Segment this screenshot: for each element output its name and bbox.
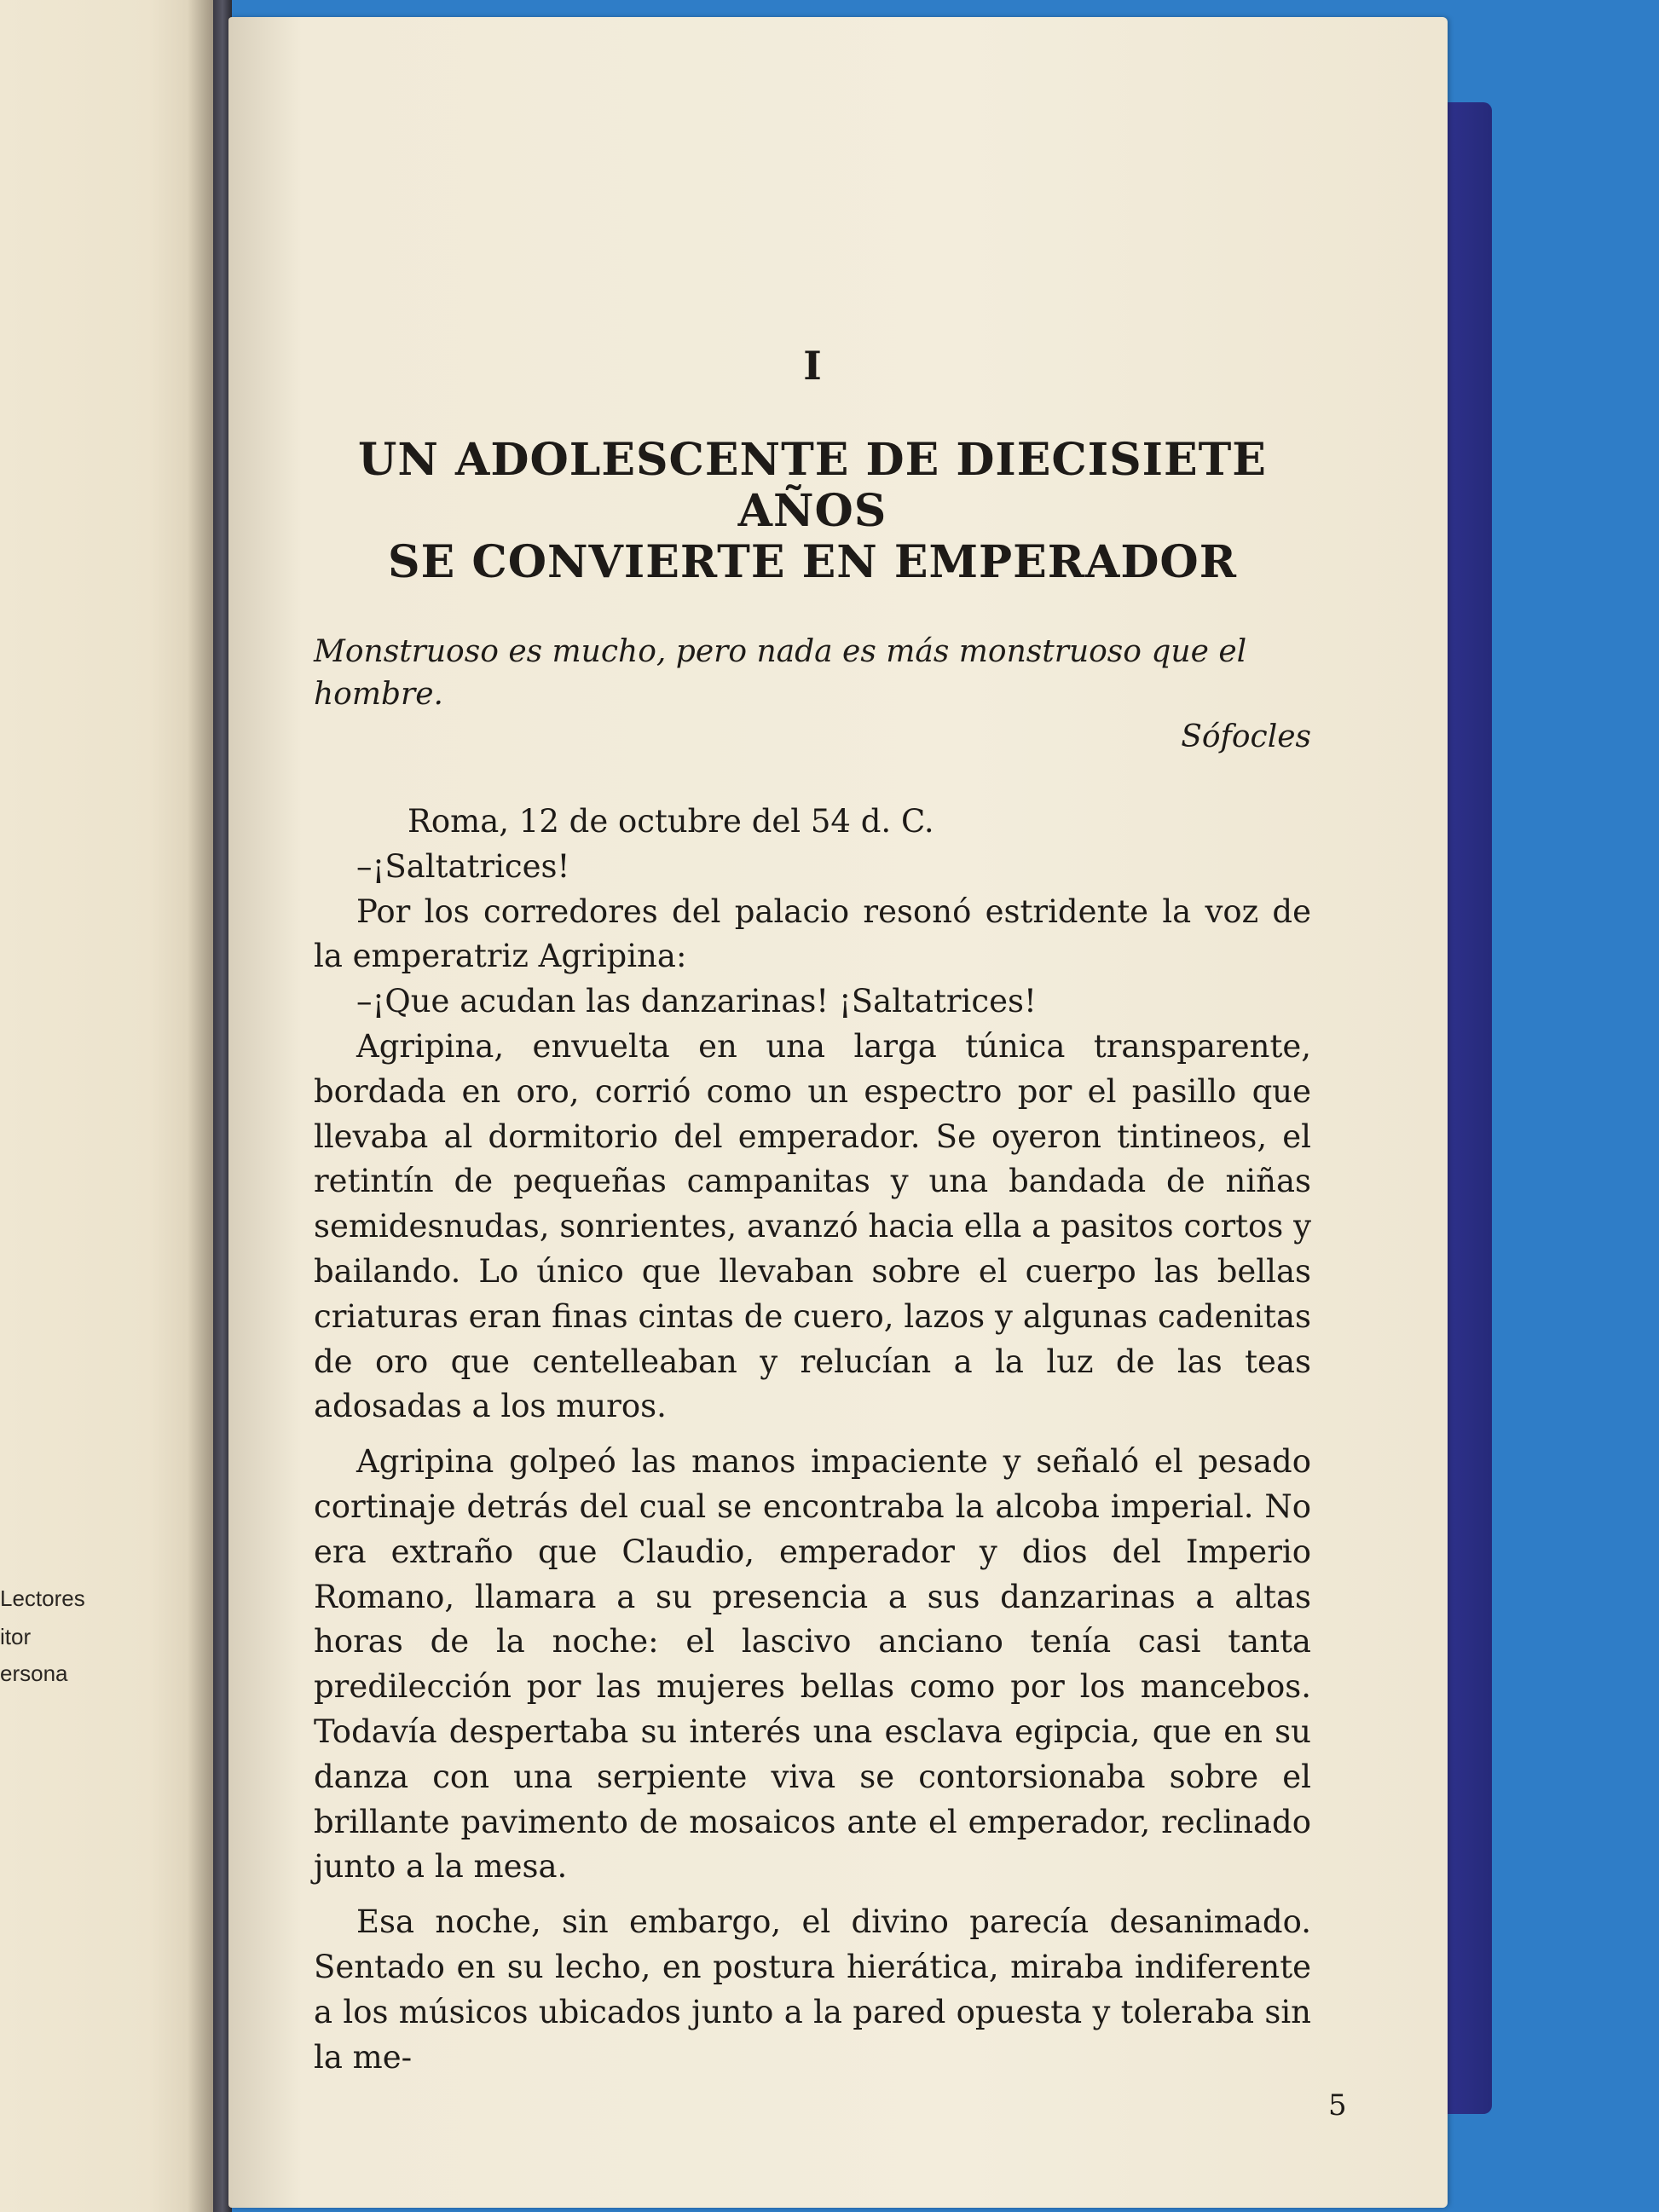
paragraph: Esa noche, sin embargo, el divino parecía desanimado. Sentado en su lecho, en postura hierática, miraba indiferente a los músicos ubicados junto a la pared opuesta y toleraba sin la me- bbox=[314, 1903, 1311, 2076]
chapter-title-line: SE CONVIERTE EN EMPERADOR bbox=[388, 536, 1237, 588]
paragraph: –¡Saltatrices! bbox=[356, 847, 570, 885]
epigraph-author: Sófocles bbox=[1181, 719, 1311, 754]
page-text-block bbox=[314, 17, 1311, 2148]
paragraph: Por los corredores del palacio resonó estridente la voz de la emperatriz Agripina: bbox=[314, 892, 1311, 975]
left-page-fragment: ersona bbox=[0, 1660, 68, 1686]
left-page-fragment: itor bbox=[0, 1624, 32, 1649]
chapter-body bbox=[314, 800, 1311, 2080]
right-page bbox=[228, 17, 1448, 2208]
epigraph bbox=[314, 631, 1311, 759]
epigraph-quote: Monstruoso es mucho, pero nada es más monstruoso que el hombre. bbox=[314, 634, 1247, 712]
paragraph: Agripina, envuelta en una larga túnica transparente, bordada en oro, corrió como un espectro por el pasillo que llevaba al dormitorio del emperador. Se oyeron tintineos, el retintín de pequeñas campanitas y una bandada de niñas semidesnudas, sonrientes, avanzó hacia ella a pasitos cortos y bailando. Lo único que llevaban sobre el cuerpo las bellas criaturas eran finas cintas de cuero, lazos y algunas cadenitas de oro que centelleaban y relucían a la luz de las teas adosadas a los muros. bbox=[314, 1027, 1311, 1425]
left-page bbox=[0, 0, 213, 2212]
page-fold-shadow bbox=[188, 0, 213, 2212]
page-number: 5 bbox=[1328, 2088, 1347, 2122]
paragraph: –¡Que acudan las danzarinas! ¡Saltatrices! bbox=[356, 983, 1037, 1020]
paragraph-dateline: Roma, 12 de octubre del 54 d. C. bbox=[408, 803, 934, 840]
chapter-title bbox=[314, 435, 1311, 588]
left-page-fragment: Lectores bbox=[0, 1585, 85, 1611]
chapter-title-line: UN ADOLESCENTE DE DIECISIETE AÑOS bbox=[358, 434, 1267, 537]
chapter-number: I bbox=[803, 343, 822, 389]
paragraph: Agripina golpeó las manos impaciente y señaló el pesado cortinaje detrás del cual se encontraba la alcoba imperial. No era extraño que Claudio, emperador y dios del Imperio Romano, llamara a su presencia a sus danzarinas a altas horas de la noche: el lascivo anciano tenía casi tanta predilección por las mujeres bellas como por los mancebos. Todavía despertaba su interés una esclava egipcia, que en su danza con una serpiente viva se contorsionaba sobre el brillante pavimento de mosaicos ante el emperador, reclinado junto a la mesa. bbox=[314, 1443, 1311, 1886]
